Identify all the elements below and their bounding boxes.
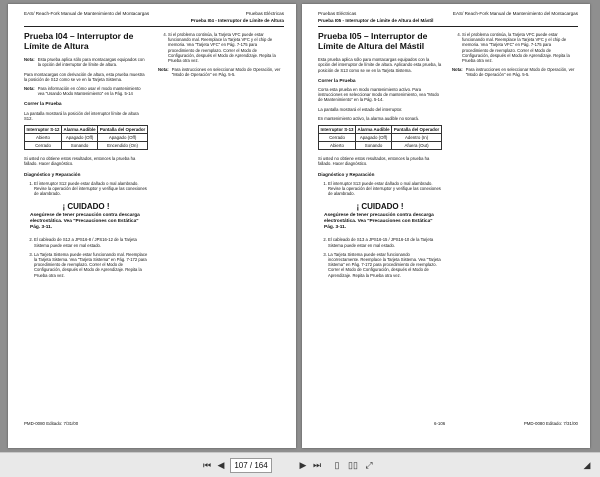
list-item: 1. El interruptor S13 puede estar dañado o mal alambrado. Revise la operación del interruptor y verifique las conexiones de alambrado.	[328, 181, 442, 197]
column-1	[318, 32, 442, 282]
paragraph: La pantalla mostrará el estado del interruptor.	[318, 106, 403, 112]
table-header: Pantalla del Operador	[98, 126, 148, 134]
note-text: Para información en cómo usar el modo mantenimiento vea "Usando Modo Mantenimiento" en la Pág. 5-14	[37, 86, 141, 97]
note-label: Nota:	[452, 67, 463, 73]
table-row	[319, 134, 442, 142]
page-title: Prueba I04 – Interruptor de Límite de Altura	[24, 31, 134, 51]
paragraph: La pantalla mostrará la posición del interruptor límite de altura S12.	[24, 110, 139, 121]
table-cell: Cerrado	[25, 142, 62, 150]
note-text: Esta prueba aplica sólo para montacargas equipados con la opción del interruptor de límite de altura.	[37, 57, 145, 68]
table-cell: Afuera (Out)	[392, 142, 442, 150]
note	[24, 57, 148, 67]
table-cell: Abierto	[319, 142, 356, 150]
header-right: Pruebas Eléctricas	[245, 11, 284, 16]
section-heading: Correr la Prueba	[24, 102, 62, 108]
table-cell: Sonando	[62, 142, 98, 150]
list-item: 1. El interruptor S12 puede estar dañado o mal alambrado. Revise la operación del interruptor y verifique las conexiones de alambrado.	[34, 181, 148, 197]
paragraph: Para montacargas con derivación de altura, esta prueba muestra la posición de S12 como se ve en la Tarjeta Sistema.	[24, 71, 145, 82]
note-text: Para instrucciones en seleccionar Modo de Operación, ver "Modo de Operación" en Pág. 5-5.	[465, 67, 575, 78]
paragraph: Si usted no obtiene estos resultados, entonces la prueba ha fallado. Hacer diagnóstico.	[24, 156, 136, 167]
caution-heading: ¡ CUIDADO !	[356, 202, 404, 212]
steps-list	[158, 32, 284, 63]
page-number-input[interactable]: 107 / 164	[230, 458, 272, 473]
steps-list	[318, 181, 442, 197]
list-item: 2. El cableado de S12 a JPS16-8 / JPS16-12 de la Tarjeta Sistema puede estar en mal estado.	[34, 237, 148, 247]
table-cell: Cerrado	[319, 134, 356, 142]
note-text: Para instrucciones en seleccionar Modo de Operación, ver "Modo de Operación" en Pág. 5-5.	[171, 67, 281, 78]
note	[452, 67, 578, 77]
note-label: Nota:	[24, 57, 35, 63]
right-page	[302, 4, 590, 448]
table-header-row	[319, 126, 442, 134]
steps-list	[452, 32, 578, 63]
paragraph: Corra esta prueba en modo mantenimiento activo. Para instrucciones en seleccionar modo de mantenimiento, vea "Modo de Mantenimiento" en la Pág. 5-14.	[318, 87, 439, 103]
section-heading: Diagnóstico y Reparación	[318, 172, 375, 178]
steps-list	[24, 237, 148, 277]
note	[158, 67, 284, 77]
table-header: Interruptor S-12	[25, 126, 62, 134]
paragraph: En mantenimiento activo, la alarma audible no sonará.	[318, 115, 420, 121]
table-header: Interruptor S-13	[319, 126, 356, 134]
page-title: Prueba I05 – Interruptor de Límite de Altura del Mástil	[318, 31, 428, 51]
pdf-toolbar	[0, 452, 600, 477]
results-table	[24, 125, 148, 150]
page-number: 6-106	[434, 421, 446, 426]
table-cell: Encendido (On)	[98, 142, 148, 150]
list-item: 3. La Tarjeta Sistema puede estar funcionando mal. Reemplace la Tarjeta Sistema. Vea "Tarjeta Sistema" en Pág. 7-172 para procedimiento de reemplazo. Correr el Modo de Configuración, después el Modo de Aprendizaje. Repita la Prueba otra vez.	[34, 252, 148, 278]
caution-heading: ¡ CUIDADO !	[62, 202, 110, 212]
table-cell: Apagado (Off)	[98, 134, 148, 142]
column-2	[158, 32, 284, 82]
next-page-button[interactable]: ▶	[299, 460, 307, 470]
two-page-view-icon[interactable]: ▯▯	[348, 460, 358, 470]
left-page	[8, 4, 296, 448]
section-heading: Correr la Prueba	[318, 78, 356, 84]
first-page-button[interactable]: ⏮	[202, 460, 212, 470]
column-2	[452, 32, 578, 82]
note-label: Nota:	[24, 86, 35, 91]
note	[24, 86, 148, 96]
table-header: Alarma Audible	[356, 126, 392, 134]
warning-text: Asegúrese de tener precaución contra descarga electrostática. Vea "Precauciones con Estática" Pág. 3-11.	[324, 213, 434, 231]
table-cell: Sonando	[356, 142, 392, 150]
header-subtitle: Prueba I04 - Interruptor de Límite de Altura	[190, 18, 284, 23]
table-cell: Apagado (Off)	[356, 134, 392, 142]
warning-text: Asegúrese de tener precaución contra descarga electrostática. Vea "Precauciones con Estática" Pág. 3-11.	[30, 213, 140, 231]
table-cell: Abierto	[25, 134, 62, 142]
header-subtitle: Prueba I05 - Interruptor de Límite de Altura del Mástil	[318, 18, 434, 23]
resize-grip-icon[interactable]: ◢	[583, 460, 591, 470]
list-item: 3. La Tarjeta Sistema puede estar funcionando incorrectamente. Reemplace la Tarjeta Sistema. Vea "Tarjeta Sistema" en Pág. 7-172 para procedimiento de reemplazo. Correr el Modo de Configuración, después el Modo de Aprendizaje. Repita la Prueba otra vez.	[328, 252, 442, 278]
fit-page-icon[interactable]: ⤢	[365, 460, 373, 470]
single-page-view-icon[interactable]: ▯	[334, 460, 340, 470]
table-row	[319, 142, 442, 150]
paragraph: Esta prueba aplica sólo para montacargas equipados con la opción del interruptor de límite de altura. Aplicando esta prueba, la posición de S13 como se ve en la Tarjeta Sistema.	[318, 57, 442, 73]
header-left: EAS/ Reach-Fork Manual de Mantenimiento del Montacargas	[24, 11, 150, 16]
table-row	[25, 142, 148, 150]
table-row	[25, 134, 148, 142]
results-table	[318, 125, 442, 150]
header-left: Pruebas Eléctricas	[318, 11, 357, 16]
header-right: EAS/ Reach-Fork Manual de Mantenimiento del Montacargas	[452, 11, 578, 16]
list-item: 4. Si el problema continúa, la Tarjeta VFC puede estar funcionando mal. Reemplace la Tarjeta VFC y el chip de memoria. Vea "Tarjeta VFC" en Pág. 7-175 para procedimiento de reemplazo. Correr el Modo de Configuración, después el Modo de Aprendizaje. Repita la Prueba otra vez.	[462, 32, 578, 63]
page-header	[24, 10, 284, 27]
footer-left: PMD-0080 Editado: 7/31/00	[24, 421, 79, 426]
table-cell: Apagado (Off)	[62, 134, 98, 142]
steps-list	[24, 181, 148, 197]
list-item: 2. El cableado de S13 a JPS16-15 / JPS16-10 de la Tarjeta Sistema puede estar en mal estado.	[328, 237, 442, 247]
note-label: Nota:	[158, 67, 169, 73]
footer-left: PMD-0080 Editado: 7/31/00	[523, 421, 578, 426]
section-heading: Diagnóstico y Reparación	[24, 172, 81, 178]
column-1	[24, 32, 148, 282]
table-header-row	[25, 126, 148, 134]
table-cell: Adentro (In)	[392, 134, 442, 142]
paragraph: Si usted no obtiene estos resultados, entonces la prueba ha fallado. Hacer diagnóstico.	[318, 156, 430, 167]
previous-page-button[interactable]: ◀	[217, 460, 225, 470]
page-header	[318, 10, 578, 27]
steps-list	[318, 237, 442, 277]
table-header: Alarma Audible	[62, 126, 98, 134]
table-header: Pantalla del Operador	[392, 126, 442, 134]
last-page-button[interactable]: ⏭	[312, 460, 322, 470]
list-item: 4. Si el problema continúa, la Tarjeta VFC puede estar funcionando mal. Reemplace la Tarjeta VFC y el chip de memoria. Vea "Tarjeta VFC" en Pág. 7-175 para procedimiento de reemplazo. Correr el Modo de Configuración, después el Modo de Aprendizaje. Repita la Prueba otra vez.	[168, 32, 284, 63]
